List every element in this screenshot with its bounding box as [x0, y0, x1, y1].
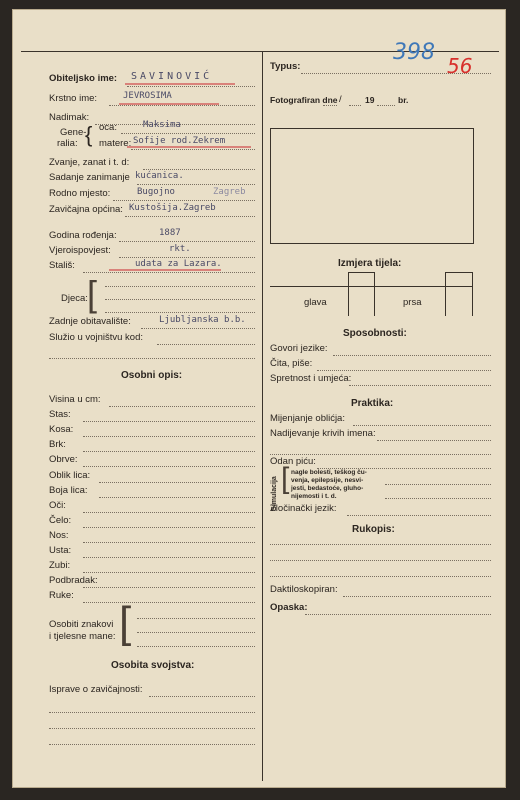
religion-label: Vjeroispovjest:: [49, 245, 111, 256]
religion-value: rkt.: [169, 244, 191, 254]
simulation-line-4: nijemosti i t. d.: [291, 493, 337, 500]
reads-label: Čita, piše:: [270, 358, 313, 369]
birth-year-label: Godina rođenja:: [49, 230, 117, 241]
head-label: glava: [304, 297, 327, 308]
handwriting-line-1: [270, 544, 491, 545]
marks-label-1: Osobiti znakovi: [49, 619, 114, 630]
desc-field-line: [83, 436, 255, 437]
desc-field-label: Brk:: [49, 439, 66, 451]
handwriting-line-2: [270, 560, 491, 561]
marks-line-3: [137, 646, 255, 647]
dactylo-label: Daktiloskopiran:: [270, 584, 338, 595]
municipality-label: Zavičajna općina:: [49, 204, 123, 215]
mother-value: Sofije rod.Zekrem: [133, 136, 226, 146]
desc-field-line: [83, 602, 255, 603]
desc-field-line: [83, 572, 255, 573]
center-divider: [262, 51, 263, 781]
children-line-3: [105, 312, 255, 313]
children-line-1: [105, 286, 255, 287]
last-residence-value: Ljubljanska b.b.: [159, 315, 246, 325]
desc-field-line: [83, 527, 255, 528]
birthplace-label: Rodno mjesto:: [49, 188, 111, 199]
surname-underline: [125, 83, 235, 85]
abilities-heading: Sposobnosti:: [343, 328, 407, 339]
false-names-label: Nadijevanje krivih imena:: [270, 428, 376, 439]
record-card: [12, 9, 506, 788]
desc-field-label: Nos:: [49, 529, 69, 541]
desc-field-label: Boja lica:: [49, 484, 88, 496]
generalia-brace: {: [85, 122, 93, 147]
mother-underline: [127, 146, 251, 148]
skill-label: Spretnost i umjeća:: [270, 373, 352, 384]
desc-field-label: Usta:: [49, 545, 72, 556]
religion-line: [119, 257, 255, 258]
last-residence-line: [141, 328, 255, 329]
given-line: [109, 105, 255, 106]
desc-field-label: Kosa:: [49, 424, 74, 436]
handwritten-number-blue: 398: [393, 40, 435, 65]
desc-field-line: [99, 497, 255, 498]
current-occ-line: [137, 184, 255, 185]
father-value: Maksima: [143, 120, 181, 130]
desc-field-label: Oči:: [49, 499, 66, 511]
desc-field-label: Podbradak:: [49, 575, 98, 587]
occupation-line: [143, 169, 255, 170]
current-occ-value: kućanica.: [135, 171, 184, 181]
birthplace-extra: Zagreb: [213, 187, 246, 197]
simulation-line-1: nagle bolesti, teškog ču-: [291, 469, 367, 476]
chest-label: prsa: [403, 297, 422, 308]
handwriting-heading: Rukopis:: [352, 524, 395, 535]
birth-year-value: 1887: [159, 228, 181, 238]
status-line: [83, 272, 255, 273]
father-line: [121, 133, 255, 134]
marks-line-1: [137, 618, 255, 619]
status-underline: [109, 269, 221, 271]
docs-line-4: [49, 744, 255, 745]
given-label: Krstno ime:: [49, 93, 98, 104]
handwritten-number-red: 56: [447, 54, 473, 78]
birthplace-value: Bugojno: [137, 187, 175, 197]
docs-line-3: [49, 728, 255, 729]
status-value: udata za Lazara.: [135, 259, 222, 269]
desc-field-label: Stas:: [49, 409, 71, 421]
birthplace-line: [113, 200, 255, 201]
handwriting-line-3: [270, 576, 491, 577]
desc-field-label: Oblik lica:: [49, 469, 91, 481]
simulation-bracket: [: [281, 462, 290, 495]
face-change-label: Mijenjanje oblićja:: [270, 413, 345, 424]
traits-heading: Osobita svojstva:: [111, 660, 195, 671]
municipality-line: [125, 216, 255, 217]
skill-line: [349, 385, 491, 386]
generalia-label-1: Gene-: [60, 127, 87, 138]
desc-field-line: [83, 421, 255, 422]
nickname-label: Nadimak:: [49, 112, 90, 123]
desc-field-label: Čelo:: [49, 514, 72, 526]
docs-line-2: [49, 712, 255, 713]
languages-label: Govori jezike:: [270, 343, 328, 354]
status-label: Stališ:: [49, 260, 75, 271]
measure-head-left: [348, 272, 349, 316]
marks-label-2: i tjelesne mane:: [49, 631, 116, 642]
photographed-label: Fotografiran dne: [270, 95, 338, 105]
measure-chest-right: [472, 272, 473, 316]
remark-label: Opaska:: [270, 602, 308, 613]
reads-line: [317, 370, 491, 371]
occupation-label: Zvanje, zanat i t. d:: [49, 157, 130, 168]
last-residence-label: Zadnje obitavalište:: [49, 316, 131, 327]
military-label: Služio u vojništvu kod:: [49, 332, 143, 343]
mother-label: matere:: [99, 138, 132, 149]
marks-bracket: [: [119, 598, 132, 647]
photographed-day-line: [349, 105, 361, 106]
remark-line-1: [305, 614, 491, 615]
mother-line: [131, 149, 255, 150]
desc-field-line: [109, 406, 255, 407]
criminal-lang-label: Zločinački jezik:: [270, 503, 337, 514]
military-line-1: [157, 344, 255, 345]
docs-label: Isprave o zavičajnosti:: [49, 684, 143, 695]
desc-field-line: [83, 557, 255, 558]
simulation-line-b: [385, 498, 491, 499]
practice-extra-line: [270, 454, 491, 455]
simulation-label: Simulacija: [270, 476, 278, 511]
desc-field-line: [99, 482, 255, 483]
father-label: oca:: [99, 122, 117, 133]
military-line-2: [49, 358, 255, 359]
surname-value: SAVINOVIĆ: [131, 71, 213, 82]
false-names-line: [377, 440, 491, 441]
desc-field-line: [83, 542, 255, 543]
children-label: Djeca:: [61, 293, 88, 304]
measure-head-top: [348, 272, 374, 273]
practice-heading: Praktika:: [351, 398, 394, 409]
surname-label: Obiteljsko ime:: [49, 73, 118, 84]
body-measure-heading: Izmjera tijela:: [338, 258, 402, 269]
municipality-value: Kustošija.Zagreb: [129, 203, 216, 213]
marks-line-2: [137, 632, 255, 633]
given-underline: [119, 103, 219, 105]
measure-head-right: [374, 272, 375, 316]
desc-field-label: Obrve:: [49, 454, 78, 466]
measure-chest-top: [445, 272, 472, 273]
simulation-line-2: venja, epilepsije, nesvi-: [291, 477, 364, 484]
photographed-no: br.: [398, 95, 409, 105]
photographed-year: 19: [365, 95, 375, 105]
birth-year-line: [119, 241, 255, 242]
given-value: JEVROSIMA: [123, 91, 172, 101]
photo-box: [270, 128, 474, 244]
type-label: Typus:: [270, 61, 301, 72]
desc-field-line: [83, 512, 255, 513]
photographed-year-line: [377, 105, 395, 106]
dress-label: Odan piću:: [270, 456, 316, 467]
surname-line: [127, 86, 255, 87]
desc-field-line: [83, 466, 255, 467]
children-bracket: [: [87, 273, 98, 314]
desc-field-label: Visina u cm:: [49, 394, 101, 405]
photographed-month-line: [323, 105, 337, 106]
simulation-line-3: jesti, bedastoće, gluho-: [291, 485, 364, 492]
simulation-text: [291, 469, 383, 501]
docs-line-1: [149, 696, 255, 697]
measure-top-rule: [270, 286, 472, 287]
photographed-slash: /: [339, 94, 342, 105]
desc-field-label: Zubi:: [49, 560, 71, 572]
criminal-lang-line: [347, 515, 491, 516]
desc-field-label: Ruke:: [49, 590, 74, 602]
desc-field-line: [83, 587, 255, 588]
measure-chest-left: [445, 272, 446, 316]
languages-line: [333, 355, 491, 356]
current-occ-label: Sadanje zanimanje: [49, 172, 130, 183]
dactylo-line: [343, 596, 491, 597]
face-change-line: [353, 425, 491, 426]
children-line-2: [105, 299, 255, 300]
generalia-label-2: ralia:: [57, 138, 78, 149]
simulation-line-a: [385, 484, 491, 485]
personal-desc-heading: Osobni opis:: [121, 370, 183, 381]
desc-field-line: [83, 451, 255, 452]
